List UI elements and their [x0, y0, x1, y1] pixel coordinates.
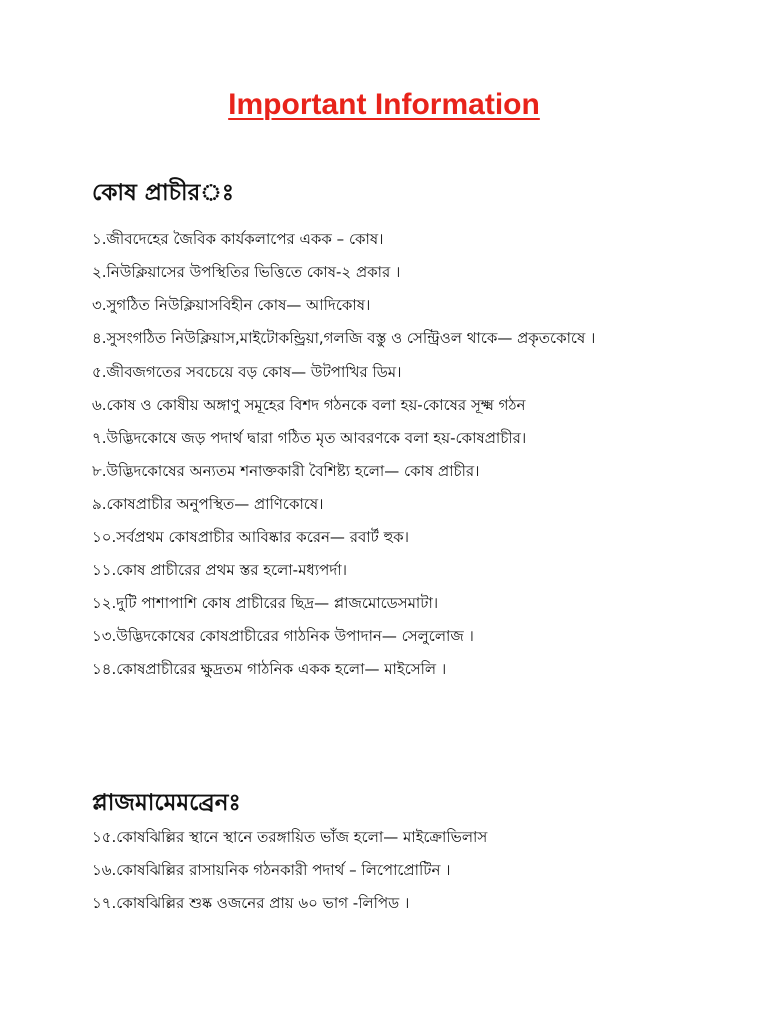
plasma-membrane-facts-list: [92, 826, 698, 925]
list-item: ৮.উদ্ভিদকোষের অন্যতম শনাক্তকারী বৈশিষ্ট্য হলো— কোষ প্রাচীর।: [92, 462, 480, 480]
list-item: ১৬.কোষঝিল্লির রাসায়নিক গঠনকারী পদার্থ – লিপোপ্রোটিন ।: [92, 861, 451, 879]
list-item: ২.নিউক্লিয়াসের উপস্থিতির ভিত্তিতে কোষ-২ প্রকার ।: [92, 263, 401, 281]
cell-wall-facts-list: [92, 228, 698, 691]
list-item: ১০.সর্বপ্রথম কোষপ্রাচীর আবিষ্কার করেন— রবার্ট হুক।: [92, 528, 410, 546]
list-item: ৫.জীবজগতের সবচেয়ে বড় কোষ— উটপাখির ডিম।: [92, 363, 402, 381]
list-item: ৯.কোষপ্রাচীর অনুপস্থিত— প্রাণিকোষে।: [92, 495, 324, 513]
list-item: ১৭.কোষঝিল্লির শুষ্ক ওজনের প্রায় ৬০ ভাগ -লিপিড ।: [92, 894, 410, 912]
list-item: ৭.উদ্ভিদকোষে জড় পদার্থ দ্বারা গঠিত মৃত আবরণকে বলা হয়-কোষপ্রাচীর।: [92, 429, 527, 447]
list-item: ১১.কোষ প্রাচীরের প্রথম স্তর হলো-মধ্যপর্দা।: [92, 561, 347, 579]
list-item: ১.জীবদেহের জৈবিক কার্যকলাপের একক – কোষ।: [92, 230, 384, 248]
section-heading-cell-wall: কোষ প্রাচীর◌ঃ: [92, 180, 235, 206]
list-item: ১২.দুটি পাশাপাশি কোষ প্রাচীরের ছিদ্র— প্লাজমোডেসমাটা।: [92, 594, 439, 612]
list-item: ১৪.কোষপ্রাচীরের ক্ষুদ্রতম গাঠনিক একক হলো— মাইসেলি ।: [92, 660, 447, 678]
document-title: Important Information: [228, 88, 540, 121]
list-item: ৬.কোষ ও কোষীয় অঙ্গাণু সমূহের বিশদ গঠনকে বলা হয়-কোষের সূক্ষ্ম গঠন: [92, 396, 526, 414]
list-item: ৩.সুগঠিত নিউক্লিয়াসবিহীন কোষ— আদিকোষ।: [92, 296, 371, 314]
list-item: ১৫.কোষঝিল্লির স্থানে স্থানে তরঙ্গায়িত ভাঁজ হলো— মাইক্রোভিলাস: [92, 828, 488, 846]
section-heading-plasma-membrane: প্লাজমামেমব্রেনঃ: [92, 790, 241, 816]
list-item: ৪.সুসংগঠিত নিউক্লিয়াস,মাইটোকন্ড্রিয়া,গলজি বস্তু ও সেন্ট্রিওল থাকে— প্রকৃতকোষে ।: [92, 329, 596, 347]
list-item: ১৩.উদ্ভিদকোষের কোষপ্রাচীরের গাঠনিক উপাদান— সেলুলোজ ।: [92, 627, 474, 645]
